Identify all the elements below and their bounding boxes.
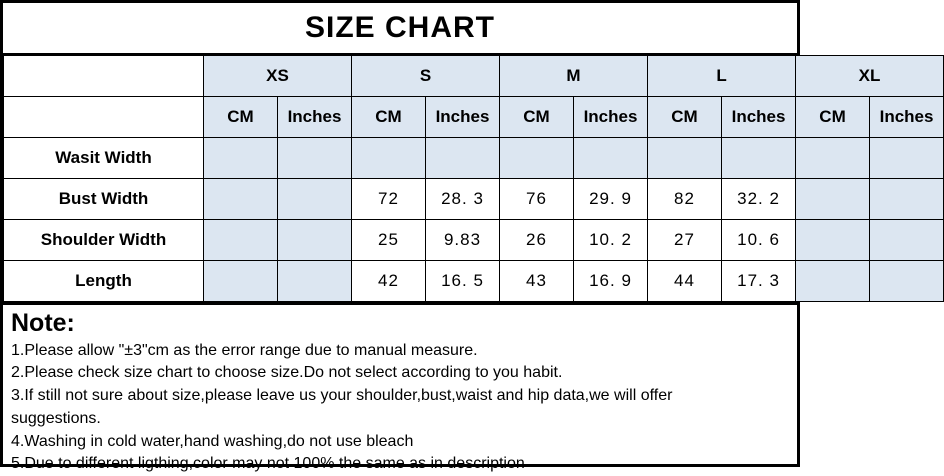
unit-header-xs-inches: Inches (278, 97, 352, 138)
note-line-3: 3.If still not sure about size,please leave us your shoulder,bust,waist and hip data,we will offer (11, 387, 673, 405)
notes-section (3, 302, 797, 476)
size-header-m: M (500, 56, 648, 97)
size-header-xs: XS (204, 56, 352, 97)
cell-bust-m-cm: 76 (500, 179, 574, 220)
size-header-s: S (352, 56, 500, 97)
cell-wasit-m-inches (574, 138, 648, 179)
size-header-xl: XL (796, 56, 944, 97)
cell-bust-xl-inches (870, 179, 944, 220)
cell-shoulder-s-cm: 25 (352, 220, 426, 261)
unit-header-l-inches: Inches (722, 97, 796, 138)
unit-header-m-cm: CM (500, 97, 574, 138)
cell-length-l-inches: 17. 3 (722, 261, 796, 302)
cell-bust-s-inches: 28. 3 (426, 179, 500, 220)
cell-bust-xl-cm (796, 179, 870, 220)
table-corner-cell-units (4, 97, 204, 138)
cell-shoulder-xl-cm (796, 220, 870, 261)
table-row (4, 179, 944, 220)
unit-header-xl-inches: Inches (870, 97, 944, 138)
cell-shoulder-m-cm: 26 (500, 220, 574, 261)
note-line-3-cont: suggestions. (11, 409, 101, 427)
table-corner-cell (4, 56, 204, 97)
table-header-sizes (4, 56, 944, 97)
cell-length-l-cm: 44 (648, 261, 722, 302)
unit-header-m-inches: Inches (574, 97, 648, 138)
cell-length-m-cm: 43 (500, 261, 574, 302)
table-row (4, 261, 944, 302)
cell-length-s-inches: 16. 5 (426, 261, 500, 302)
cell-bust-xs-inches (278, 179, 352, 220)
cell-wasit-xl-cm (796, 138, 870, 179)
row-label-bust-width: Bust Width (4, 179, 204, 220)
table-header-units (4, 97, 944, 138)
unit-header-l-cm: CM (648, 97, 722, 138)
size-header-l: L (648, 56, 796, 97)
cell-bust-l-cm: 82 (648, 179, 722, 220)
cell-wasit-xs-inches (278, 138, 352, 179)
cell-bust-s-cm: 72 (352, 179, 426, 220)
cell-length-xl-inches (870, 261, 944, 302)
cell-shoulder-l-inches: 10. 6 (722, 220, 796, 261)
table-row (4, 138, 944, 179)
page-title: SIZE CHART (3, 3, 797, 55)
cell-shoulder-s-inches: 9.83 (426, 220, 500, 261)
cell-shoulder-l-cm: 27 (648, 220, 722, 261)
cell-shoulder-m-inches: 10. 2 (574, 220, 648, 261)
notes-heading: Note: (11, 309, 75, 337)
cell-wasit-l-inches (722, 138, 796, 179)
cell-bust-l-inches: 32. 2 (722, 179, 796, 220)
cell-wasit-xl-inches (870, 138, 944, 179)
unit-header-xl-cm: CM (796, 97, 870, 138)
unit-header-s-cm: CM (352, 97, 426, 138)
unit-header-s-inches: Inches (426, 97, 500, 138)
row-label-length: Length (4, 261, 204, 302)
cell-wasit-xs-cm (204, 138, 278, 179)
row-label-wasit-width: Wasit Width (4, 138, 204, 179)
cell-wasit-s-inches (426, 138, 500, 179)
note-line-5: 5.Due to different ligthing,color may not 100% the same as in description (11, 455, 525, 473)
cell-length-s-cm: 42 (352, 261, 426, 302)
cell-wasit-l-cm (648, 138, 722, 179)
cell-wasit-s-cm (352, 138, 426, 179)
table-row (4, 220, 944, 261)
cell-length-m-inches: 16. 9 (574, 261, 648, 302)
size-chart-table (3, 55, 944, 302)
unit-header-xs-cm: CM (204, 97, 278, 138)
row-label-shoulder-width: Shoulder Width (4, 220, 204, 261)
cell-length-xs-inches (278, 261, 352, 302)
note-line-4: 4.Washing in cold water,hand washing,do not use bleach (11, 432, 414, 450)
cell-wasit-m-cm (500, 138, 574, 179)
note-line-2: 2.Please check size chart to choose size.Do not select according to you habit. (11, 364, 563, 382)
cell-bust-m-inches: 29. 9 (574, 179, 648, 220)
cell-shoulder-xl-inches (870, 220, 944, 261)
cell-shoulder-xs-inches (278, 220, 352, 261)
cell-length-xs-cm (204, 261, 278, 302)
cell-shoulder-xs-cm (204, 220, 278, 261)
cell-length-xl-cm (796, 261, 870, 302)
cell-bust-xs-cm (204, 179, 278, 220)
note-line-1: 1.Please allow "±3"cm as the error range due to manual measure. (11, 341, 478, 359)
